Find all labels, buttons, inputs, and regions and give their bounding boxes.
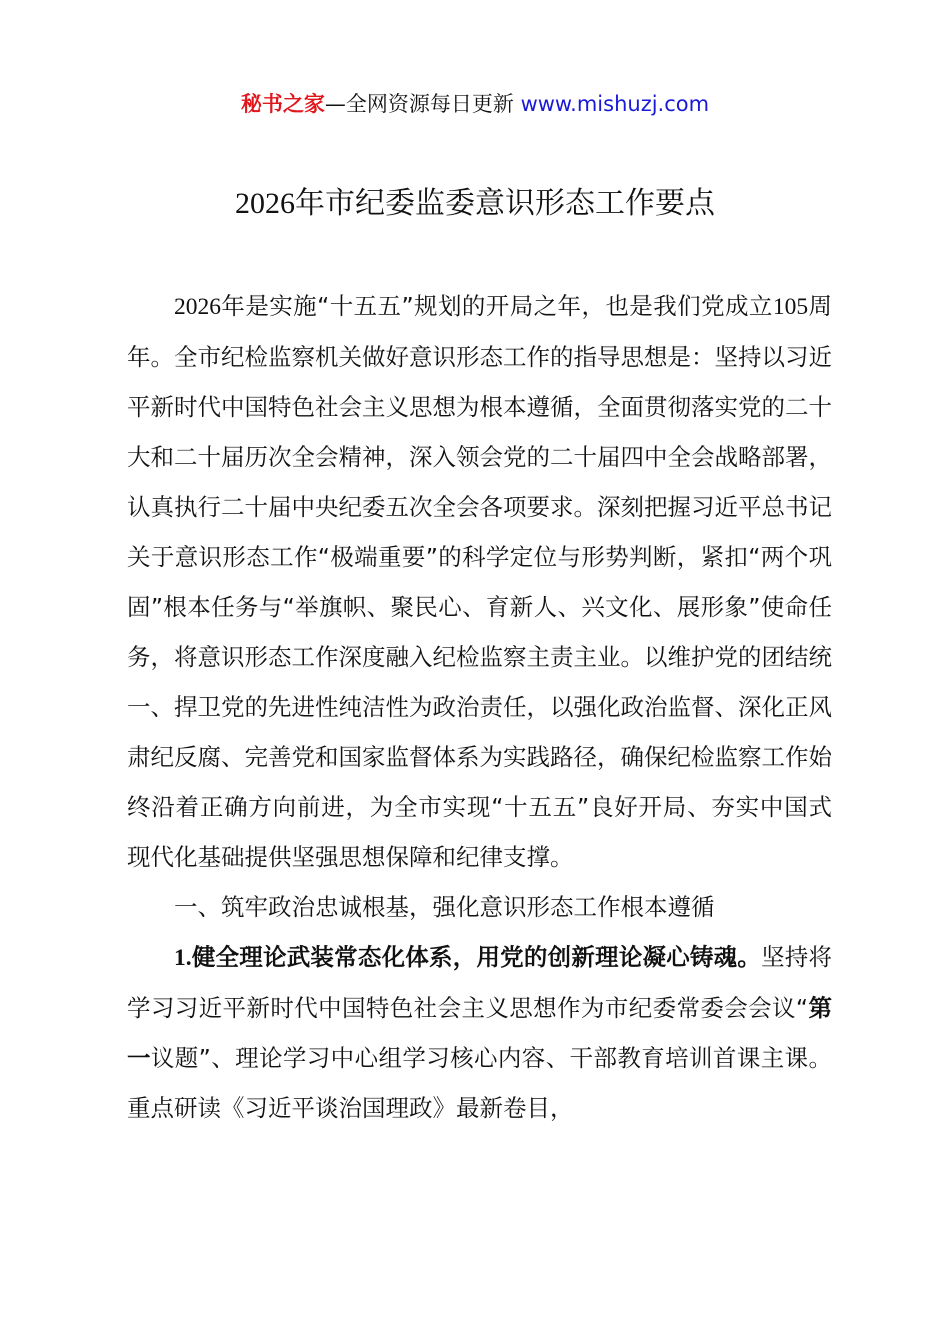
intro-anniversary: 105 [772,294,809,320]
header-tagline: —全网资源每日更新 [324,92,514,116]
item-text-after: 议题”、理论学习中心组学习核心内容、干部教育培训首课主课。重点研读《习近平谈治国理政》最新卷目， [127,1044,832,1122]
section-heading: 一、筑牢政治忠诚根基，强化意识形态工作根本遵循 [174,893,715,921]
brand-name: 秘书之家 [240,92,325,116]
title-text: 年市纪委监委意识形态工作要点 [295,186,715,221]
item-lead-text: 健全理论武装常态化体系，用党的创新理论凝心铸魂。 [191,943,762,971]
document-title [0,180,950,228]
site-url-link[interactable]: www.mishuzj.com [520,92,710,116]
item-text-before: 坚持将学习习近平新时代中国特色社会主义思想作为市纪委常委会会议“ [127,943,833,1022]
site-header [0,86,950,122]
intro-text-part1: 年是实施“十五五”规划的开局之年，也是我们党成立 [221,292,773,320]
intro-year: 2026 [174,294,221,320]
intro-paragraph [127,281,832,882]
item-lead [174,943,761,971]
item-paragraph [127,932,832,1133]
item-number: 1. [174,945,192,971]
document-body [127,281,832,1133]
item-emphasis: 第一 [127,994,832,1072]
title-year: 2026 [235,187,295,220]
intro-text-part2: 周年。全市纪检监察机关做好意识形态工作的指导思想是：坚持以习近平新时代中国特色社会主义思想为根本遵循，全面贯彻落实党的二十大和二十届历次全会精神，深入领会党的二十届四中全会战略部署，认真执行二十届中央纪委五次全会各项要求。深刻把握习近平总书记关于意识形态工作“极端重要”的科学定位与形势判断，紧扣“两个巩固”根本任务与“举旗帜、聚民心、育新人、兴文化、展形象”使命任务，将意识形态工作深度融入纪检监察主责主业。以维护党的团结统一、捍卫党的先进性纯洁性为政治责任，以强化政治监督、深化正风肃纪反腐、完善党和国家监督体系为实践路径，确保纪检监察工作始终沿着正确方向前进，为全市实现“十五五”良好开局、夯实中国式现代化基础提供坚强思想保障和纪律支撑。 [127,292,832,871]
